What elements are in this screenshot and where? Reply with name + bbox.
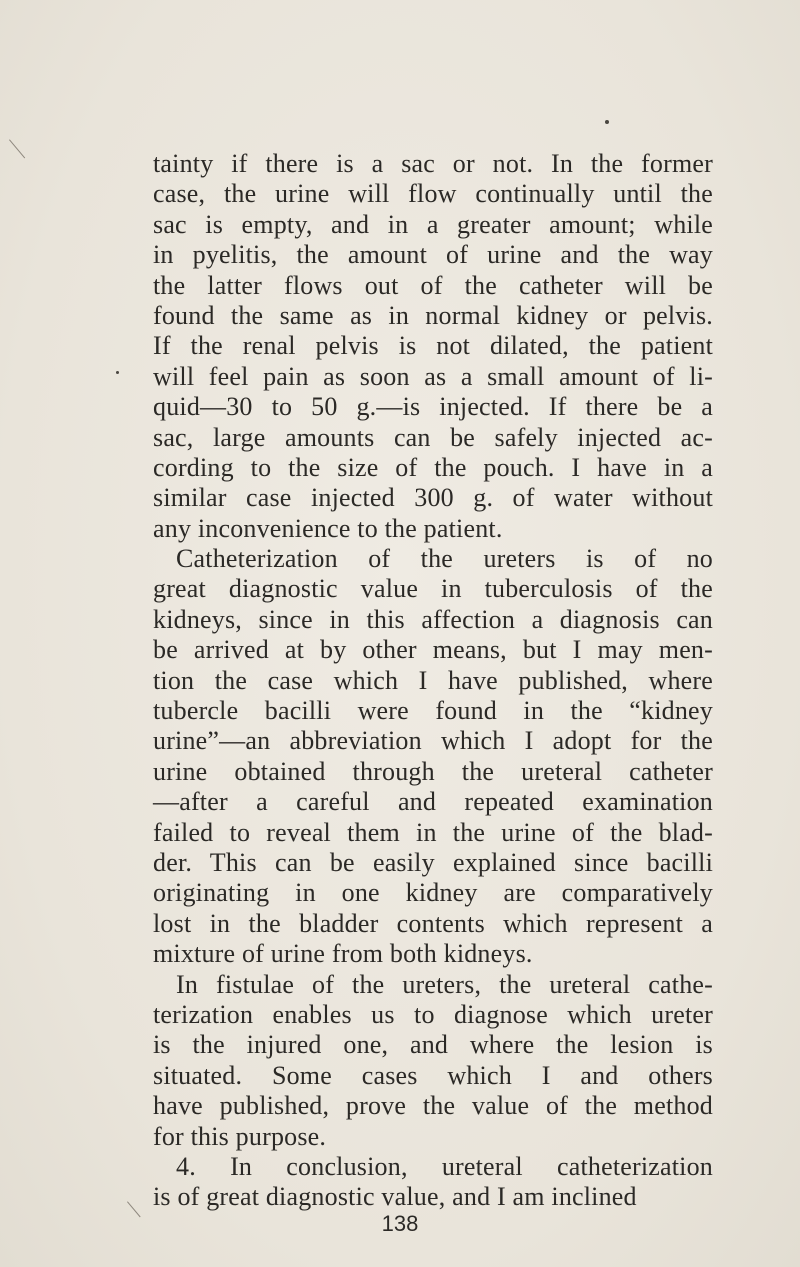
- text-line: will feel pain as soon as a small amount of li-: [153, 361, 713, 391]
- text-line: in pyelitis, the amount of urine and the way: [153, 240, 713, 270]
- text-line: 4. In conclusion, ureteral catheterization: [176, 1151, 713, 1181]
- text-line: any inconvenience to the patient.: [153, 513, 503, 543]
- paragraph: [153, 149, 713, 544]
- ink-speck: [605, 120, 609, 124]
- text-line: case, the urine will flow continually until the: [153, 179, 713, 209]
- text-line: urine”—an abbreviation which I adopt for the: [153, 726, 713, 756]
- text-line: tainty if there is a sac or not. In the former: [153, 149, 713, 178]
- text-line: have published, prove the value of the method: [153, 1091, 713, 1121]
- ink-speck: [116, 371, 119, 374]
- text-line: kidneys, since in this affection a diagnosis can: [153, 604, 713, 634]
- paragraph: [153, 1152, 713, 1213]
- text-line: tion the case which I have published, where: [153, 665, 713, 695]
- text-line: Catheterization of the ureters is of no: [176, 544, 713, 574]
- body-text: [153, 149, 713, 1213]
- text-line: failed to reveal them in the urine of the blad-: [153, 817, 713, 847]
- text-line: sac, large amounts can be safely injected ac-: [153, 422, 713, 452]
- text-line: found the same as in normal kidney or pelvis.: [153, 300, 713, 330]
- page-number: 138: [381, 1211, 419, 1236]
- paragraph: [153, 544, 713, 969]
- text-line: der. This can be easily explained since bacilli: [153, 847, 713, 877]
- text-line: —after a careful and repeated examination: [153, 787, 713, 817]
- text-line: situated. Some cases which I and others: [153, 1060, 713, 1090]
- text-line: quid—30 to 50 g.—is injected. If there be a: [153, 392, 713, 422]
- text-line: urine obtained through the ureteral catheter: [153, 756, 713, 786]
- text-line: similar case injected 300 g. of water without: [153, 483, 713, 513]
- text-line: is the injured one, and where the lesion is: [153, 1030, 713, 1060]
- page-edge-mark: [9, 139, 25, 158]
- text-line: the latter flows out of the catheter will be: [153, 270, 713, 300]
- text-line: great diagnostic value in tuberculosis of the: [153, 574, 713, 604]
- text-line: terization enables us to diagnose which ureter: [153, 999, 713, 1029]
- text-line: mixture of urine from both kidneys.: [153, 939, 533, 969]
- text-line: be arrived at by other means, but I may men-: [153, 635, 713, 665]
- text-line: cording to the size of the pouch. I have in a: [153, 452, 713, 482]
- text-line: lost in the bladder contents which represent a: [153, 908, 713, 938]
- text-line: for this purpose.: [153, 1121, 327, 1151]
- text-line: In fistulae of the ureters, the ureteral cathe-: [176, 969, 713, 999]
- text-line: If the renal pelvis is not dilated, the patient: [153, 331, 713, 361]
- text-line: tubercle bacilli were found in the “kidney: [153, 696, 713, 726]
- text-line: is of great diagnostic value, and I am inclined: [153, 1182, 637, 1212]
- text-line: sac is empty, and in a greater amount; while: [153, 209, 713, 239]
- text-line: originating in one kidney are comparatively: [153, 878, 713, 908]
- paragraph: [153, 970, 713, 1152]
